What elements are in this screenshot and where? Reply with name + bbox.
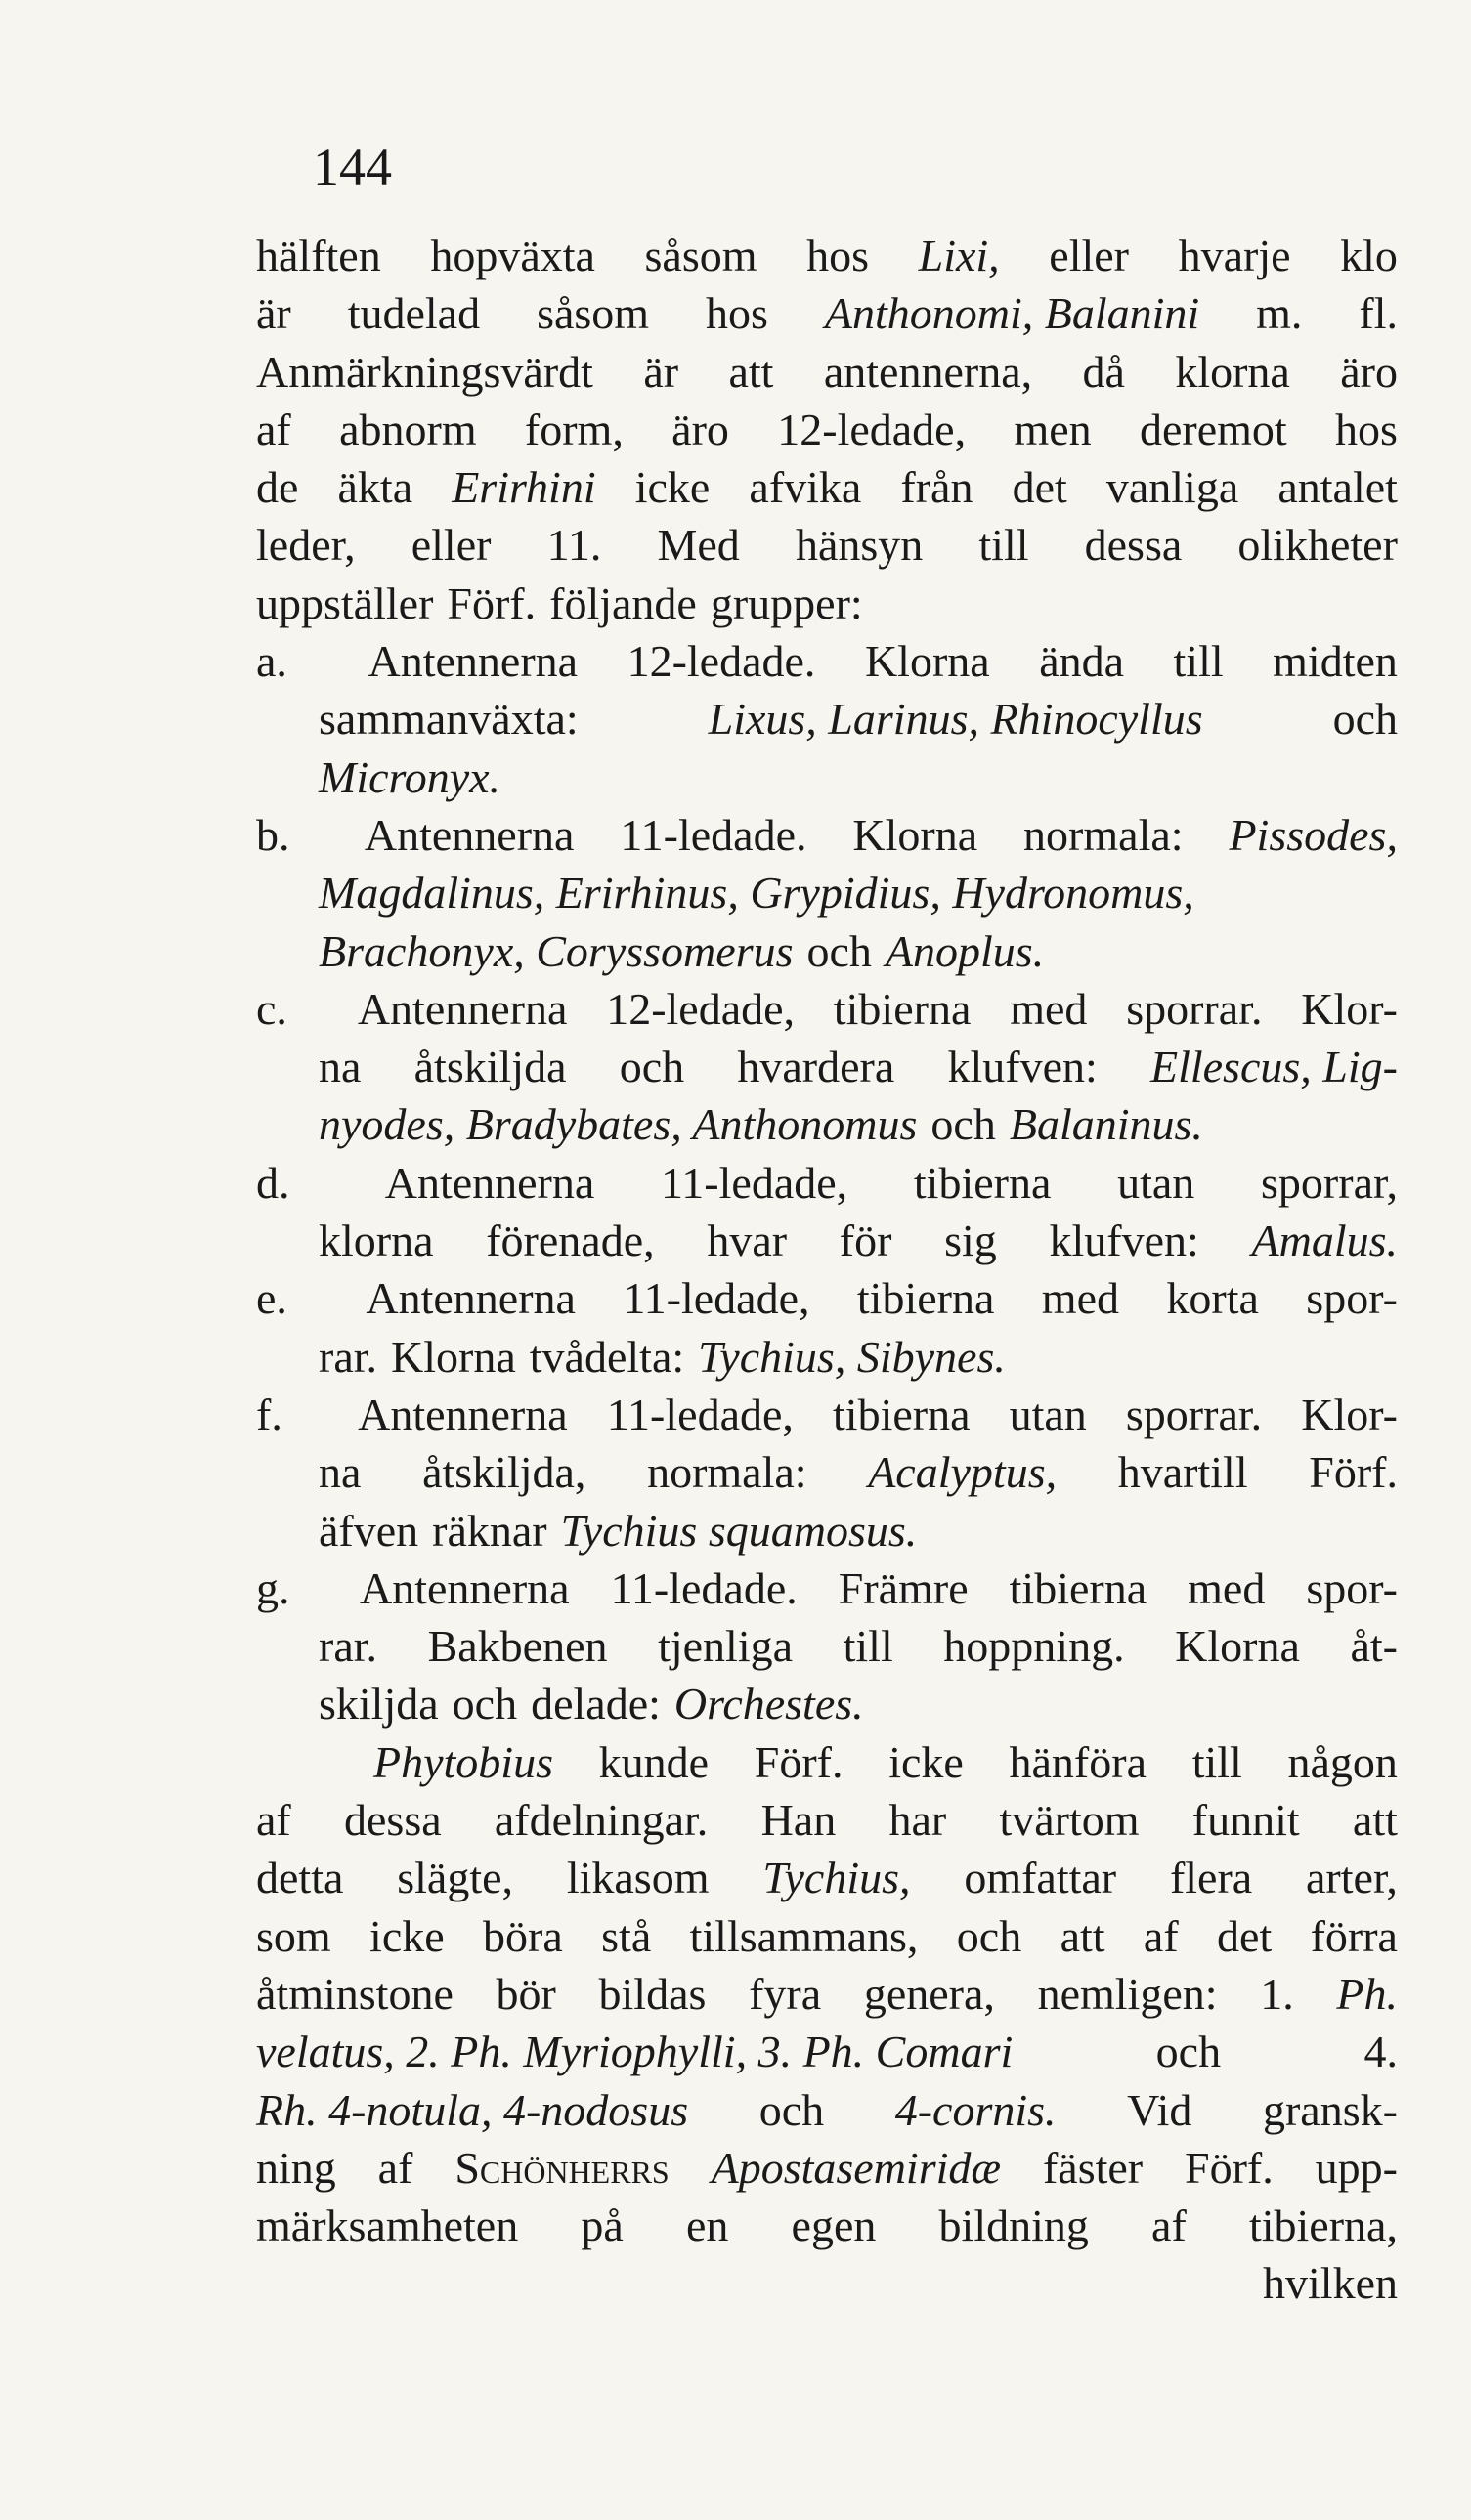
word: Förf.	[754, 1736, 844, 1787]
word: förenade,	[486, 1216, 655, 1266]
text-line	[256, 1038, 1398, 1095]
word: och	[930, 1099, 996, 1150]
word: från	[900, 462, 973, 513]
word: Bakbenen	[427, 1621, 608, 1672]
word: 11-ledade,	[661, 1157, 848, 1208]
word: 11.	[546, 520, 602, 571]
text-line	[256, 1907, 1398, 1965]
word: Acalyptus,	[868, 1447, 1058, 1498]
word: och	[1332, 694, 1398, 745]
word: form,	[524, 404, 624, 454]
text-line	[256, 806, 1398, 864]
text-line	[256, 227, 1398, 284]
text-line	[256, 1849, 1398, 1906]
word: Lixi,	[918, 231, 1000, 280]
word: m.	[1256, 288, 1303, 339]
text-line	[256, 2081, 1398, 2139]
word: slägte,	[397, 1853, 514, 1903]
text-line	[256, 690, 1398, 747]
word: Ellescus, Lig-	[1149, 1042, 1398, 1092]
page-number: 144	[313, 138, 392, 196]
word: hvarje	[1178, 231, 1291, 280]
word: förra	[1310, 1910, 1398, 1961]
word: af	[256, 1795, 291, 1846]
word: Med	[657, 520, 740, 571]
word: 11-ledade,	[606, 1388, 794, 1439]
word: 4.	[1363, 2027, 1398, 2077]
word: na	[319, 1447, 362, 1498]
word: Apostasemiridæ	[711, 2142, 1002, 2193]
word: tvådelta:	[529, 1331, 685, 1382]
word: c.	[256, 983, 287, 1034]
word: Magdalinus, Erirhinus, Grypidius, Hydronomus,	[319, 868, 1194, 918]
word: klo	[1340, 231, 1398, 280]
word: rar.	[319, 1621, 378, 1672]
text-line	[256, 980, 1398, 1038]
word: har	[888, 1795, 947, 1846]
word: märksamheten	[256, 2200, 519, 2251]
word: 12-ledade.	[627, 636, 816, 687]
word: till	[1191, 1736, 1242, 1787]
word: normala:	[1023, 809, 1184, 860]
text-line	[256, 516, 1398, 574]
word: antennerna,	[823, 346, 1033, 397]
word: gransk-	[1262, 2084, 1398, 2135]
word: Orchestes.	[673, 1679, 864, 1730]
text-line	[256, 2197, 1398, 2254]
word: g.	[256, 1562, 290, 1613]
word: Antennerna	[368, 636, 579, 687]
word: uppställer	[256, 577, 434, 628]
word: nemligen:	[1037, 1968, 1218, 2019]
word: hoppning.	[943, 1621, 1125, 1672]
text-line	[256, 2023, 1398, 2080]
word: leder,	[256, 520, 356, 571]
word: antalet	[1277, 462, 1398, 513]
word: hvilken	[1263, 2258, 1398, 2309]
word: Främre	[838, 1562, 969, 1613]
word: åtskiljda	[413, 1042, 567, 1092]
word: sig	[944, 1216, 997, 1266]
word: och	[452, 1679, 518, 1730]
word: ända	[1039, 636, 1125, 687]
word: Tychius, Sibynes.	[698, 1331, 1006, 1382]
word: dessa	[344, 1795, 442, 1846]
word: Phytobius	[373, 1736, 553, 1787]
word: sporrar.	[1125, 1388, 1263, 1439]
word: vanliga	[1105, 462, 1239, 513]
word: korta	[1166, 1273, 1259, 1324]
word: Antennerna	[360, 1562, 570, 1613]
word: utan	[1117, 1157, 1195, 1208]
word: egen	[791, 2200, 877, 2251]
word: af	[1151, 2200, 1187, 2251]
word: åt-	[1350, 1621, 1398, 1672]
word: Pissodes,	[1229, 809, 1398, 860]
word: Antennerna	[357, 983, 568, 1034]
word: f.	[256, 1388, 282, 1439]
word: och	[619, 1042, 685, 1092]
word: Erirhini	[452, 462, 596, 513]
word: på	[581, 2200, 624, 2251]
text-line	[256, 1675, 1398, 1732]
text-line	[256, 748, 1398, 806]
word: till	[843, 1621, 893, 1672]
word: a.	[256, 636, 287, 687]
text-line	[256, 1502, 1398, 1559]
word: deremot	[1139, 404, 1287, 454]
word: sporrar,	[1261, 1157, 1398, 1208]
word: Klor-	[1301, 983, 1398, 1034]
word: Vid	[1127, 2084, 1192, 2135]
word: hos	[806, 231, 870, 280]
word: är	[643, 346, 679, 397]
word: delade:	[531, 1679, 661, 1730]
word: eller	[411, 520, 492, 571]
word: hvar	[707, 1216, 788, 1266]
text-line	[256, 864, 1398, 921]
word: Brachonyx, Coryssomerus	[319, 925, 794, 976]
word: grupper:	[710, 577, 863, 628]
text-line	[256, 458, 1398, 516]
word: af	[1143, 1910, 1179, 1961]
word: Förf.	[1309, 1447, 1398, 1498]
word: 11-ledade.	[620, 809, 807, 860]
word: arter,	[1306, 1853, 1398, 1903]
word: Anoplus.	[885, 925, 1045, 976]
word: dessa	[1084, 520, 1183, 571]
word: tudelad	[347, 288, 481, 339]
word: och	[758, 2084, 825, 2135]
word: bildas	[598, 1968, 707, 2019]
word: 1.	[1260, 1968, 1294, 2019]
word: klufven:	[1049, 1216, 1199, 1266]
text-line	[256, 401, 1398, 458]
word: någon	[1287, 1736, 1398, 1787]
word: genera,	[863, 1968, 995, 2019]
text-line	[256, 343, 1398, 401]
word: det	[1217, 1910, 1273, 1961]
word: klufven:	[947, 1042, 1098, 1092]
word: fyra	[749, 1968, 822, 2019]
word: Rh. 4-notula, 4-nodosus	[256, 2084, 689, 2135]
word: kunde	[598, 1736, 710, 1787]
word: na	[319, 1042, 362, 1092]
word: att	[1060, 1910, 1105, 1961]
word: tibierna,	[1248, 2200, 1398, 2251]
word: det	[1012, 462, 1067, 513]
word: äro	[1340, 346, 1398, 397]
word: och	[806, 925, 872, 976]
word: en	[685, 2200, 729, 2251]
word: 11-ledade,	[623, 1273, 810, 1324]
word: olikheter	[1237, 520, 1398, 571]
word: Amalus.	[1251, 1216, 1398, 1266]
word: velatus, 2. Ph. Myriophylli, 3. Ph. Comari	[256, 2027, 1014, 2077]
word: men	[1014, 404, 1092, 454]
word: e.	[256, 1273, 287, 1324]
word: äfven	[319, 1505, 419, 1556]
word: Tychius squamosus.	[560, 1505, 918, 1556]
word: då	[1082, 346, 1125, 397]
word: af	[377, 2142, 413, 2193]
word: b.	[256, 809, 290, 860]
word: d.	[256, 1157, 290, 1208]
text-line	[256, 2139, 1398, 2197]
word: af	[256, 404, 291, 454]
word: 12-ledade,	[777, 404, 967, 454]
text-line	[256, 1328, 1398, 1386]
word: och	[1155, 2027, 1222, 2077]
word: nyodes, Bradybates, Anthonomus	[319, 1099, 918, 1150]
word: hos	[1335, 404, 1398, 454]
word: eller	[1049, 231, 1129, 280]
word: flera	[1169, 1853, 1253, 1903]
word: 4-cornis.	[894, 2084, 1057, 2135]
word: tibierna	[833, 1388, 971, 1439]
word: tjenliga	[658, 1621, 794, 1672]
word: bildning	[938, 2200, 1089, 2251]
word: åtminstone	[256, 1968, 454, 2019]
word: hos	[706, 288, 768, 339]
body-text	[256, 227, 1398, 2313]
word: tibierna	[1009, 1562, 1147, 1613]
word: omfattar	[964, 1853, 1117, 1903]
word: skiljda	[319, 1679, 439, 1730]
word: Antennerna	[364, 809, 575, 860]
word: äro	[671, 404, 729, 454]
word: tillsammans,	[689, 1910, 919, 1961]
word: som	[256, 1910, 331, 1961]
word: Anmärkningsvärdt	[256, 346, 593, 397]
word: 12-ledade,	[606, 983, 796, 1034]
word: följande	[549, 577, 697, 628]
word: Klorna	[864, 636, 990, 687]
word: fl.	[1359, 288, 1398, 339]
word: sporrar.	[1126, 983, 1263, 1034]
word: sammanväxta:	[319, 694, 579, 745]
text-line	[256, 632, 1398, 690]
word: upp-	[1315, 2142, 1398, 2193]
word: ning	[256, 2142, 336, 2193]
word: Ph.	[1336, 1968, 1398, 2019]
word: stå	[601, 1910, 652, 1961]
word: afdelningar.	[494, 1795, 709, 1846]
word: icke	[369, 1910, 445, 1961]
word: hopväxta	[430, 231, 595, 280]
word: för	[839, 1216, 892, 1266]
word: Tychius,	[762, 1853, 911, 1903]
word: att	[1352, 1795, 1398, 1846]
word: såsom	[644, 231, 757, 280]
word: räknar	[432, 1505, 547, 1556]
word: Klorna	[391, 1331, 516, 1382]
word: Micronyx.	[319, 751, 501, 802]
text-line	[256, 1559, 1398, 1617]
word: såsom	[537, 288, 650, 339]
word: Klorna	[1175, 1621, 1300, 1672]
word: icke	[634, 462, 711, 513]
word: fäster	[1042, 2142, 1144, 2193]
word: klorna	[1175, 346, 1290, 397]
word: att	[728, 346, 774, 397]
word: detta	[256, 1853, 344, 1903]
text-line	[256, 1269, 1398, 1327]
text-line	[256, 1965, 1398, 2023]
word: Han	[760, 1795, 837, 1846]
word: midten	[1273, 636, 1398, 687]
text-line	[256, 1733, 1398, 1791]
text-line	[256, 1386, 1398, 1443]
text-line	[256, 284, 1398, 342]
word: med	[1188, 1562, 1266, 1613]
word: tibierna	[856, 1273, 995, 1324]
word: Antennerna	[358, 1388, 568, 1439]
text-line	[256, 1095, 1398, 1153]
word: 11-ledade.	[610, 1562, 798, 1613]
word: utan	[1009, 1388, 1087, 1439]
text-line	[256, 575, 1398, 632]
word: Klorna	[852, 809, 978, 860]
word: till	[1173, 636, 1224, 687]
word: tibierna	[913, 1157, 1052, 1208]
word: Lixus, Larinus, Rhinocyllus	[708, 694, 1203, 745]
word: klorna	[319, 1216, 434, 1266]
word: likasom	[566, 1853, 710, 1903]
text-line	[256, 1212, 1398, 1269]
word: spor-	[1306, 1562, 1398, 1613]
word: Antennerna	[384, 1157, 595, 1208]
word: Förf.	[447, 577, 537, 628]
word: äkta	[337, 462, 413, 513]
word: och	[956, 1910, 1022, 1961]
word: tibierna	[833, 983, 972, 1034]
word: är	[256, 288, 291, 339]
word: hvardera	[737, 1042, 895, 1092]
word: Schönherrs	[454, 2142, 670, 2193]
word: åtskiljda,	[422, 1447, 586, 1498]
word: böra	[483, 1910, 563, 1961]
word: afvika	[749, 462, 862, 513]
word: Balaninus.	[1009, 1099, 1203, 1150]
word: hänföra	[1009, 1736, 1147, 1787]
text-line	[256, 1154, 1398, 1212]
word: Anthonomi, Balanini	[824, 288, 1200, 339]
word: abnorm	[339, 404, 477, 454]
word: icke	[888, 1736, 964, 1787]
word: tvärtom	[999, 1795, 1140, 1846]
text-line	[256, 1791, 1398, 1849]
word: hvartill	[1117, 1447, 1248, 1498]
word: hänsyn	[795, 520, 924, 571]
text-line	[256, 1617, 1398, 1675]
word: Klor-	[1301, 1388, 1398, 1439]
word: spor-	[1306, 1273, 1398, 1324]
word: med	[1041, 1273, 1119, 1324]
text-line	[256, 2254, 1398, 2312]
word: Antennerna	[366, 1273, 576, 1324]
text-line	[256, 1443, 1398, 1501]
word: rar.	[319, 1331, 378, 1382]
word: till	[978, 520, 1029, 571]
word: bör	[496, 1968, 556, 2019]
word: Förf.	[1185, 2142, 1274, 2193]
word: funnit	[1191, 1795, 1300, 1846]
word: hälften	[256, 231, 381, 280]
word: normala:	[647, 1447, 807, 1498]
word: de	[256, 462, 299, 513]
text-line	[256, 922, 1398, 980]
word: med	[1010, 983, 1088, 1034]
